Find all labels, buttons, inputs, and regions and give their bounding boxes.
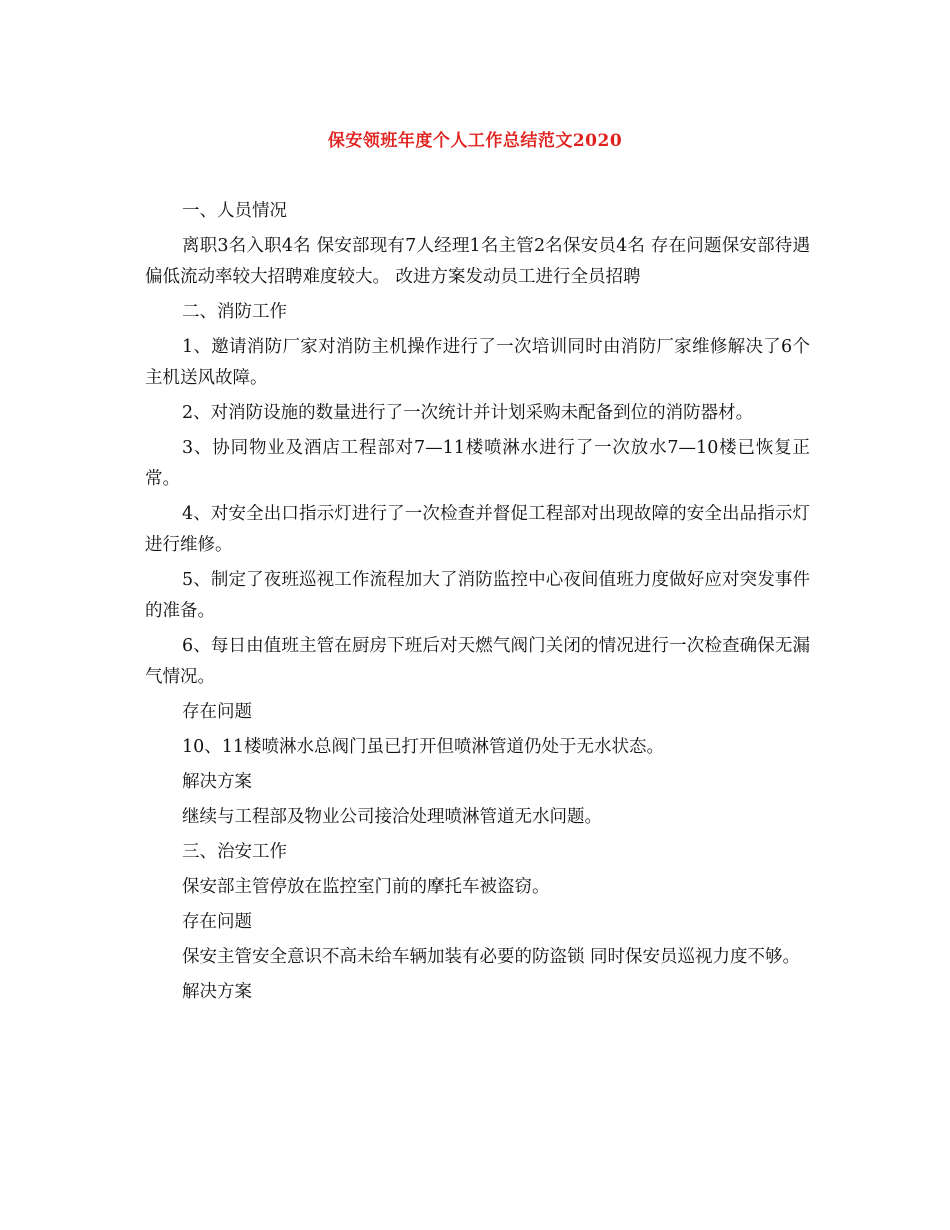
section-heading-personnel: 一、人员情况 bbox=[182, 201, 287, 221]
paragraph: 5、制定了夜班巡视工作流程加大了消防监控中心夜间值班力度做好应对突发事件的准备。 bbox=[145, 570, 810, 621]
paragraph: 10、11楼喷淋水总阀门虽已打开但喷淋管道仍处于无水状态。 bbox=[182, 737, 665, 757]
paragraph: 2、对消防设施的数量进行了一次统计并计划采购未配备到位的消防器材。 bbox=[182, 403, 754, 423]
paragraph: 3、协同物业及酒店工程部对7—11楼喷淋水进行了一次放水7—10楼已恢复正常。 bbox=[145, 438, 810, 489]
subheading-solution: 解决方案 bbox=[182, 772, 252, 792]
subheading-issues: 存在问题 bbox=[182, 912, 252, 932]
subheading-solution: 解决方案 bbox=[182, 982, 252, 1002]
paragraph: 保安部主管停放在监控室门前的摩托车被盗窃。 bbox=[182, 877, 550, 897]
subheading-issues: 存在问题 bbox=[182, 702, 252, 722]
paragraph: 6、每日由值班主管在厨房下班后对天燃气阀门关闭的情况进行一次检查确保无漏气情况。 bbox=[145, 636, 810, 687]
paragraph: 继续与工程部及物业公司接洽处理喷淋管道无水问题。 bbox=[182, 807, 602, 827]
paragraph: 保安主管安全意识不高未给车辆加装有必要的防盗锁 同时保安员巡视力度不够。 bbox=[182, 947, 801, 967]
paragraph: 1、邀请消防厂家对消防主机操作进行了一次培训同时由消防厂家维修解决了6个主机送风故障。 bbox=[145, 337, 810, 388]
document-body bbox=[145, 196, 810, 1012]
paragraph: 离职3名入职4名 保安部现有7人经理1名主管2名保安员4名 存在问题保安部待遇偏低流动率较大招聘难度较大。 改进方案发动员工进行全员招聘 bbox=[145, 236, 810, 287]
document-title: 保安领班年度个人工作总结范文2020 bbox=[327, 131, 623, 151]
paragraph: 4、对安全出口指示灯进行了一次检查并督促工程部对出现故障的安全出品指示灯进行维修。 bbox=[145, 504, 810, 555]
section-heading-security: 三、治安工作 bbox=[182, 842, 287, 862]
section-heading-fire: 二、消防工作 bbox=[182, 302, 287, 322]
